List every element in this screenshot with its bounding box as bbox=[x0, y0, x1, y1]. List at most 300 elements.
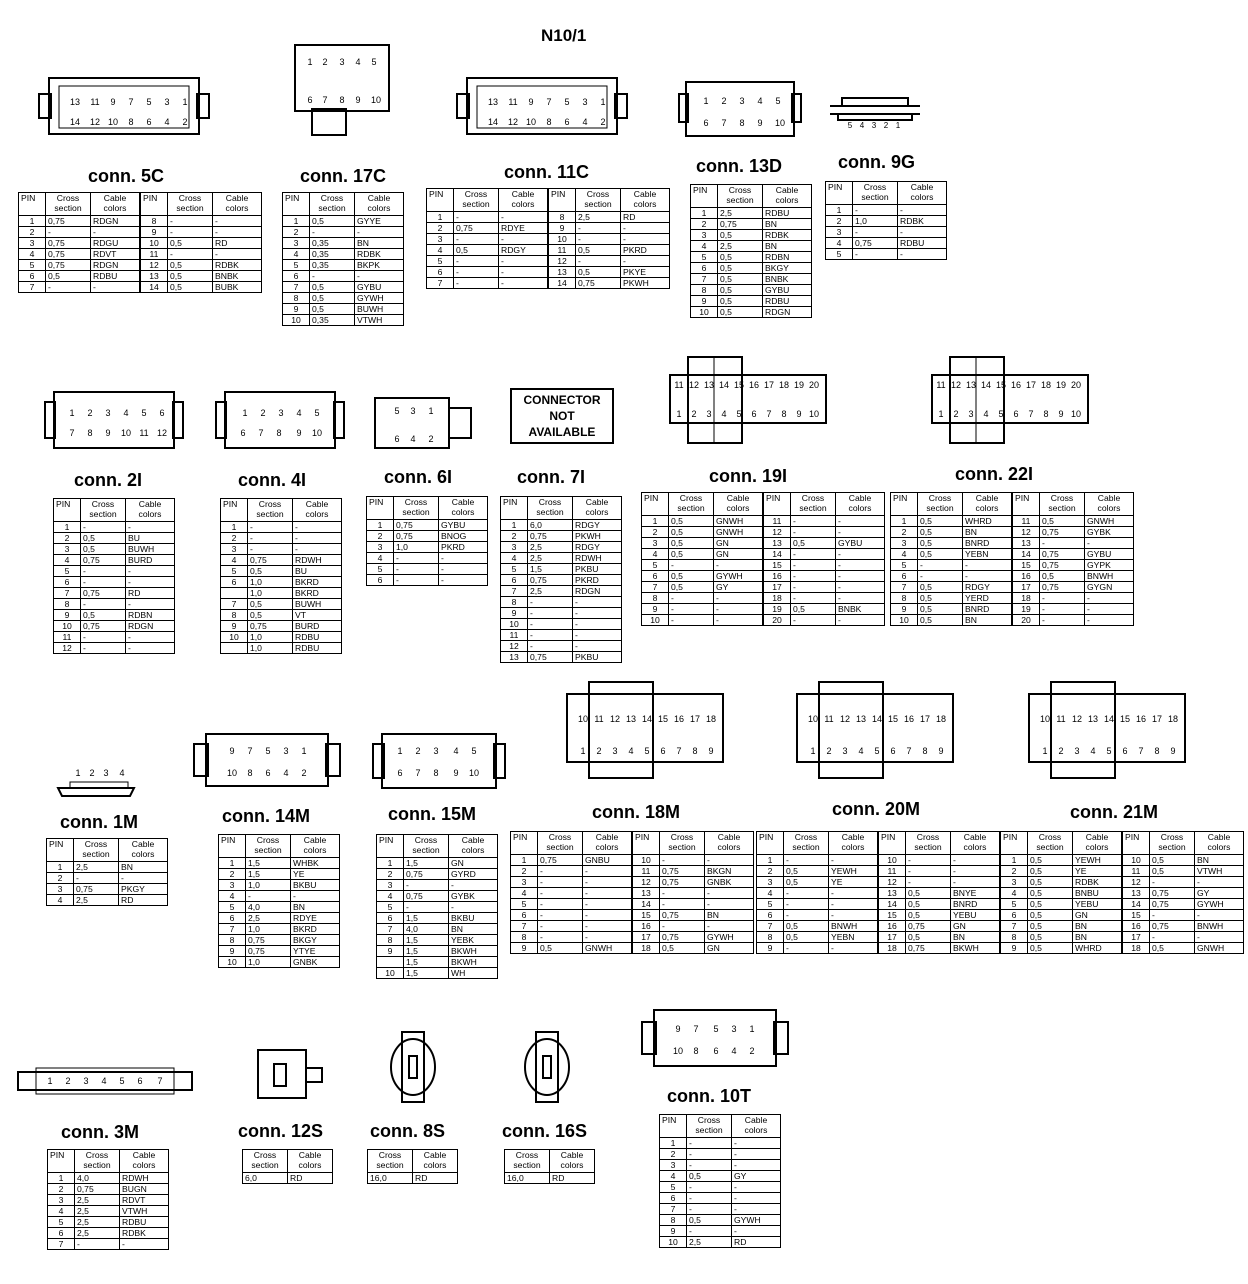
table-cell: 8 bbox=[511, 932, 538, 943]
table-cell: - bbox=[836, 516, 885, 527]
table-cell: 2,5 bbox=[718, 241, 763, 252]
table-header-cell: PIN bbox=[367, 497, 394, 520]
table-row bbox=[219, 913, 340, 924]
svg-text:2: 2 bbox=[260, 408, 266, 418]
table-cell: - bbox=[687, 1160, 732, 1171]
table-cell: 0,75 bbox=[1040, 527, 1085, 538]
table-cell: 1,0 bbox=[248, 577, 293, 588]
table-cell: GN bbox=[951, 921, 1000, 932]
svg-text:2: 2 bbox=[596, 746, 602, 756]
table-header-cell: Cross section bbox=[454, 189, 499, 212]
svg-text:6: 6 bbox=[1122, 746, 1128, 756]
table-cell: 0,5 bbox=[248, 610, 293, 621]
table-cell: 0,5 bbox=[669, 571, 714, 582]
svg-text:16: 16 bbox=[903, 714, 915, 724]
svg-text:1: 1 bbox=[810, 746, 816, 756]
table-row bbox=[891, 549, 1134, 560]
table-row bbox=[54, 621, 175, 632]
table-cell: - bbox=[791, 582, 836, 593]
table-cell: 9 bbox=[660, 1226, 687, 1237]
table-cell: BU bbox=[126, 533, 175, 544]
table-row bbox=[221, 544, 342, 555]
table-cell: 4 bbox=[501, 553, 528, 564]
table-cell: 0,5 bbox=[660, 943, 705, 954]
table-header-cell: PIN bbox=[511, 832, 538, 855]
svg-text:7: 7 bbox=[693, 1024, 699, 1034]
table-cell: YEBU bbox=[1073, 899, 1123, 910]
table-cell: 0,75 bbox=[46, 249, 91, 260]
table-header-cell: PIN bbox=[221, 499, 248, 522]
table-cell: 0,75 bbox=[660, 932, 705, 943]
svg-text:4: 4 bbox=[123, 408, 129, 418]
table-cell: 5 bbox=[757, 899, 784, 910]
table-cell: 5 bbox=[891, 560, 918, 571]
table-cell: 6 bbox=[757, 910, 784, 921]
table-cell: - bbox=[687, 1226, 732, 1237]
table-cell: - bbox=[621, 234, 670, 245]
table-cell: GYRD bbox=[449, 869, 498, 880]
svg-text:1: 1 bbox=[301, 746, 307, 756]
svg-text:5: 5 bbox=[998, 409, 1004, 419]
table-cell: - bbox=[621, 223, 670, 234]
table-cell: 0,75 bbox=[404, 869, 449, 880]
table-cell: 0,5 bbox=[1028, 888, 1073, 899]
table-row bbox=[283, 260, 404, 271]
table-cell: RDYE bbox=[499, 223, 549, 234]
table-cell: - bbox=[705, 888, 754, 899]
table-cell: 6 bbox=[221, 577, 248, 588]
svg-text:11: 11 bbox=[139, 428, 149, 438]
table-cell: 4 bbox=[511, 888, 538, 899]
table-cell: RDGU bbox=[91, 238, 141, 249]
table-cell: YTYE bbox=[291, 946, 340, 957]
svg-text:2: 2 bbox=[415, 746, 421, 756]
table-cell: - bbox=[454, 234, 499, 245]
table-header-cell: Cross section bbox=[505, 1150, 550, 1173]
table-cell: 13 bbox=[1012, 538, 1040, 549]
table-cell: 0,5 bbox=[918, 582, 963, 593]
table-header-cell: Cross section bbox=[1028, 832, 1073, 855]
conn-8s-drawing bbox=[388, 1028, 438, 1106]
table-header-row bbox=[660, 1115, 781, 1138]
table-cell: 0,5 bbox=[168, 260, 213, 271]
table-row bbox=[48, 1217, 169, 1228]
table-cell: 5 bbox=[54, 566, 81, 577]
table-cell: 0,75 bbox=[660, 910, 705, 921]
table-cell: 7 bbox=[221, 599, 248, 610]
table-cell: 0,75 bbox=[46, 238, 91, 249]
table-cell: 0,75 bbox=[718, 219, 763, 230]
svg-text:1: 1 bbox=[47, 1076, 53, 1086]
table-row bbox=[283, 304, 404, 315]
conn-18m-title: conn. 18M bbox=[592, 802, 681, 822]
conn-19i-drawing bbox=[668, 355, 828, 445]
table-row bbox=[501, 641, 622, 652]
table-cell: WHRD bbox=[1073, 943, 1123, 954]
table-cell: 7 bbox=[891, 582, 918, 593]
table-cell: 3 bbox=[501, 542, 528, 553]
table-cell: - bbox=[573, 608, 622, 619]
table-cell: 2,5 bbox=[246, 913, 291, 924]
table-row bbox=[1001, 855, 1244, 866]
table-cell: RDBK bbox=[898, 216, 947, 227]
table-cell: 3 bbox=[283, 238, 310, 249]
table-cell: - bbox=[898, 227, 947, 238]
table-cell: 0,5 bbox=[669, 538, 714, 549]
conn-18m-table bbox=[510, 831, 754, 954]
table-cell: GNWH bbox=[714, 516, 764, 527]
table-cell: 3 bbox=[691, 230, 718, 241]
table-header-cell: Cross section bbox=[248, 499, 293, 522]
svg-text:12: 12 bbox=[1071, 714, 1083, 724]
table-row bbox=[505, 1173, 595, 1184]
table-cell: RDBU bbox=[763, 296, 812, 307]
table-cell: BKWH bbox=[449, 946, 498, 957]
table-cell: 12 bbox=[501, 641, 528, 652]
table-cell: 8 bbox=[283, 293, 310, 304]
table-cell: - bbox=[576, 234, 621, 245]
table-cell: 10 bbox=[54, 621, 81, 632]
table-row bbox=[219, 924, 340, 935]
svg-text:9: 9 bbox=[528, 97, 534, 107]
table-cell: BKGY bbox=[763, 263, 812, 274]
table-header-cell: PIN bbox=[763, 493, 791, 516]
svg-text:9: 9 bbox=[938, 746, 944, 756]
table-cell: 18 bbox=[763, 593, 791, 604]
table-cell: - bbox=[355, 227, 404, 238]
svg-text:14: 14 bbox=[641, 714, 653, 724]
conn-16s-table bbox=[504, 1149, 595, 1184]
svg-text:13: 13 bbox=[1087, 714, 1099, 724]
table-header-cell: Cross section bbox=[46, 193, 91, 216]
table-cell: GYBU bbox=[836, 538, 885, 549]
table-row bbox=[367, 520, 488, 531]
table-cell: 0,5 bbox=[1028, 943, 1073, 954]
table-cell: - bbox=[1195, 932, 1244, 943]
table-cell: GYBU bbox=[355, 282, 404, 293]
table-cell: RDBU bbox=[293, 643, 342, 654]
svg-text:3: 3 bbox=[278, 408, 284, 418]
table-cell: 5 bbox=[642, 560, 669, 571]
svg-text:8: 8 bbox=[693, 1046, 699, 1056]
svg-text:10: 10 bbox=[1039, 714, 1051, 724]
table-row bbox=[48, 1239, 169, 1250]
table-cell: - bbox=[248, 544, 293, 555]
table-cell: 4 bbox=[1001, 888, 1028, 899]
svg-text:3: 3 bbox=[339, 57, 345, 67]
table-cell: BNBK bbox=[213, 271, 262, 282]
svg-text:7: 7 bbox=[546, 97, 552, 107]
table-header-cell: PIN bbox=[1122, 832, 1150, 855]
table-cell: - bbox=[583, 910, 633, 921]
table-cell: 1 bbox=[642, 516, 669, 527]
table-cell: 11 bbox=[501, 630, 528, 641]
table-cell: 11 bbox=[140, 249, 168, 260]
table-cell: 0,5 bbox=[168, 282, 213, 293]
table-header-cell: PIN bbox=[19, 193, 46, 216]
table-cell: 6 bbox=[367, 575, 394, 586]
table-cell: 16,0 bbox=[505, 1173, 550, 1184]
table-cell: - bbox=[705, 921, 754, 932]
table-cell: 6 bbox=[501, 575, 528, 586]
svg-text:13: 13 bbox=[625, 714, 637, 724]
table-row bbox=[427, 256, 670, 267]
table-cell: - bbox=[538, 899, 583, 910]
table-cell: 0,75 bbox=[246, 935, 291, 946]
table-row bbox=[691, 219, 812, 230]
table-cell: 12 bbox=[878, 877, 906, 888]
table-cell: - bbox=[81, 599, 126, 610]
table-row bbox=[54, 632, 175, 643]
svg-text:14: 14 bbox=[69, 117, 81, 127]
svg-text:19: 19 bbox=[793, 380, 805, 390]
svg-text:16: 16 bbox=[673, 714, 685, 724]
svg-text:3: 3 bbox=[410, 406, 416, 416]
table-cell: 2 bbox=[54, 533, 81, 544]
table-row bbox=[221, 599, 342, 610]
table-cell: 1 bbox=[377, 858, 404, 869]
table-cell: 1 bbox=[367, 520, 394, 531]
table-cell: RDGY bbox=[573, 520, 622, 531]
table-row bbox=[283, 282, 404, 293]
table-header-cell: Cable colors bbox=[1195, 832, 1244, 855]
table-header-cell: Cable colors bbox=[573, 497, 622, 520]
table-cell: 0,5 bbox=[576, 267, 621, 278]
svg-text:8: 8 bbox=[87, 428, 93, 438]
table-header-cell: Cable colors bbox=[1073, 832, 1123, 855]
table-cell: RDGN bbox=[91, 216, 141, 227]
table-row bbox=[826, 249, 947, 260]
table-cell: 14 bbox=[1012, 549, 1040, 560]
svg-text:3: 3 bbox=[612, 746, 618, 756]
table-cell: 16 bbox=[632, 921, 660, 932]
table-cell: YEBN bbox=[963, 549, 1013, 560]
conn-12s-drawing bbox=[254, 1046, 326, 1102]
table-cell: 2 bbox=[1001, 866, 1028, 877]
conn-3m-table bbox=[47, 1149, 169, 1250]
table-header-row bbox=[243, 1150, 333, 1173]
table-cell: - bbox=[951, 855, 1000, 866]
svg-text:9: 9 bbox=[757, 118, 763, 128]
table-cell: 0,5 bbox=[1150, 855, 1195, 866]
svg-text:4: 4 bbox=[983, 409, 989, 419]
table-cell: - bbox=[669, 604, 714, 615]
table-row bbox=[283, 271, 404, 282]
table-cell: 7 bbox=[219, 924, 246, 935]
table-cell: 9 bbox=[140, 227, 168, 238]
table-row bbox=[377, 880, 498, 891]
conn-20m-table bbox=[756, 831, 1000, 954]
table-row bbox=[757, 899, 1000, 910]
table-cell: - bbox=[394, 564, 439, 575]
table-cell: 0,5 bbox=[918, 538, 963, 549]
table-cell: 13 bbox=[763, 538, 791, 549]
table-row bbox=[660, 1182, 781, 1193]
table-cell: BURD bbox=[126, 555, 175, 566]
table-cell: 1 bbox=[511, 855, 538, 866]
table-cell: GY bbox=[714, 582, 764, 593]
table-cell: BNWH bbox=[829, 921, 879, 932]
table-cell: 12 bbox=[763, 527, 791, 538]
table-cell: 0,75 bbox=[528, 652, 573, 663]
conn-13d-table bbox=[690, 184, 812, 318]
table-row bbox=[377, 891, 498, 902]
table-row bbox=[826, 227, 947, 238]
table-cell: 3 bbox=[221, 544, 248, 555]
table-cell: 10 bbox=[501, 619, 528, 630]
table-cell: 6 bbox=[283, 271, 310, 282]
table-cell: 1,0 bbox=[246, 880, 291, 891]
table-header-cell: Cable colors bbox=[449, 835, 498, 858]
svg-text:14: 14 bbox=[1103, 714, 1115, 724]
svg-text:7: 7 bbox=[1138, 746, 1144, 756]
table-row bbox=[691, 252, 812, 263]
table-cell: GYWH bbox=[714, 571, 764, 582]
table-cell: - bbox=[573, 597, 622, 608]
table-row bbox=[757, 888, 1000, 899]
table-header-row bbox=[505, 1150, 595, 1173]
table-cell: 17 bbox=[763, 582, 791, 593]
table-cell: 2,5 bbox=[718, 208, 763, 219]
table-cell: - bbox=[439, 564, 488, 575]
table-cell: 1,5 bbox=[404, 913, 449, 924]
svg-text:6: 6 bbox=[137, 1076, 143, 1086]
table-cell: BNRD bbox=[951, 899, 1000, 910]
table-header-cell: PIN bbox=[219, 835, 246, 858]
table-cell: 8 bbox=[548, 212, 576, 223]
table-row bbox=[501, 630, 622, 641]
table-header-cell: Cable colors bbox=[951, 832, 1000, 855]
table-row bbox=[221, 533, 342, 544]
table-cell: - bbox=[126, 632, 175, 643]
svg-text:13: 13 bbox=[703, 380, 715, 390]
table-cell: BKWH bbox=[951, 943, 1000, 954]
table-cell: YERD bbox=[963, 593, 1013, 604]
table-cell: 6 bbox=[427, 267, 454, 278]
table-cell: RDGY bbox=[963, 582, 1013, 593]
svg-text:3: 3 bbox=[731, 1024, 737, 1034]
table-cell: GYBU bbox=[763, 285, 812, 296]
table-cell: 0,75 bbox=[1040, 549, 1085, 560]
table-row bbox=[642, 615, 885, 626]
table-row bbox=[757, 866, 1000, 877]
table-row bbox=[1001, 866, 1244, 877]
table-cell: GNBU bbox=[583, 855, 633, 866]
table-cell: - bbox=[791, 560, 836, 571]
table-row bbox=[377, 946, 498, 957]
table-cell: 0,5 bbox=[791, 538, 836, 549]
conn-22i-drawing bbox=[930, 355, 1090, 445]
svg-text:6: 6 bbox=[751, 409, 757, 419]
table-cell: 6 bbox=[48, 1228, 75, 1239]
svg-text:7: 7 bbox=[676, 746, 682, 756]
svg-text:10: 10 bbox=[525, 117, 537, 127]
table-cell: BN bbox=[705, 910, 754, 921]
table-row bbox=[54, 533, 175, 544]
table-row bbox=[54, 522, 175, 533]
table-cell: 1,0 bbox=[248, 632, 293, 643]
conn-9g-drawing bbox=[828, 88, 922, 130]
svg-text:12: 12 bbox=[507, 117, 519, 127]
svg-text:7: 7 bbox=[415, 768, 421, 778]
svg-text:7: 7 bbox=[247, 746, 253, 756]
table-cell: - bbox=[528, 608, 573, 619]
svg-text:7: 7 bbox=[128, 97, 134, 107]
table-cell: 18 bbox=[1012, 593, 1040, 604]
table-cell: 2 bbox=[501, 531, 528, 542]
table-row bbox=[891, 604, 1134, 615]
table-cell: 5 bbox=[377, 902, 404, 913]
conn-15m-table bbox=[376, 834, 498, 979]
table-cell: GYBK bbox=[449, 891, 498, 902]
table-row bbox=[283, 315, 404, 326]
table-cell: 10 bbox=[632, 855, 660, 866]
table-row bbox=[219, 946, 340, 957]
table-cell: 18 bbox=[632, 943, 660, 954]
svg-text:8: 8 bbox=[128, 117, 134, 127]
table-row bbox=[283, 238, 404, 249]
table-cell: - bbox=[213, 249, 262, 260]
table-cell: YE bbox=[291, 869, 340, 880]
table-cell: 3 bbox=[19, 238, 46, 249]
table-header-row bbox=[1001, 832, 1244, 855]
svg-text:1: 1 bbox=[749, 1024, 755, 1034]
table-cell: 3 bbox=[367, 542, 394, 553]
table-cell: 0,75 bbox=[394, 520, 439, 531]
table-cell: - bbox=[1040, 604, 1085, 615]
table-cell: 19 bbox=[763, 604, 791, 615]
table-cell: 0,75 bbox=[246, 946, 291, 957]
table-cell: BN bbox=[1073, 932, 1123, 943]
svg-text:7: 7 bbox=[721, 118, 727, 128]
table-cell: 2,5 bbox=[687, 1237, 732, 1248]
table-cell: - bbox=[168, 216, 213, 227]
table-row bbox=[660, 1160, 781, 1171]
svg-text:15: 15 bbox=[887, 714, 899, 724]
table-row bbox=[368, 1173, 458, 1184]
table-cell: - bbox=[499, 212, 549, 223]
table-cell: 12 bbox=[54, 643, 81, 654]
table-cell: 0,5 bbox=[1028, 877, 1073, 888]
table-cell: 6,0 bbox=[528, 520, 573, 531]
table-header-cell: Cable colors bbox=[499, 189, 549, 212]
table-cell: - bbox=[784, 888, 829, 899]
table-cell: BNRD bbox=[963, 538, 1013, 549]
table-cell: 11 bbox=[1012, 516, 1040, 527]
svg-text:10: 10 bbox=[107, 117, 119, 127]
table-header-cell: Cable colors bbox=[288, 1150, 333, 1173]
table-cell: 0,75 bbox=[248, 621, 293, 632]
table-cell: 0,5 bbox=[81, 544, 126, 555]
table-cell: GN bbox=[714, 538, 764, 549]
svg-text:13: 13 bbox=[855, 714, 867, 724]
svg-text:2: 2 bbox=[600, 117, 606, 127]
svg-text:13: 13 bbox=[69, 97, 81, 107]
svg-text:3: 3 bbox=[739, 96, 745, 106]
table-header-cell: Cable colors bbox=[413, 1150, 458, 1173]
table-cell: - bbox=[404, 880, 449, 891]
table-cell: 0,5 bbox=[1040, 516, 1085, 527]
table-cell: 9 bbox=[219, 946, 246, 957]
table-cell: - bbox=[499, 256, 549, 267]
table-row bbox=[19, 216, 262, 227]
table-cell: - bbox=[705, 855, 754, 866]
table-row bbox=[221, 522, 342, 533]
table-cell: 10 bbox=[642, 615, 669, 626]
table-header-cell: Cross section bbox=[784, 832, 829, 855]
svg-text:10: 10 bbox=[226, 768, 238, 778]
table-row bbox=[511, 943, 754, 954]
